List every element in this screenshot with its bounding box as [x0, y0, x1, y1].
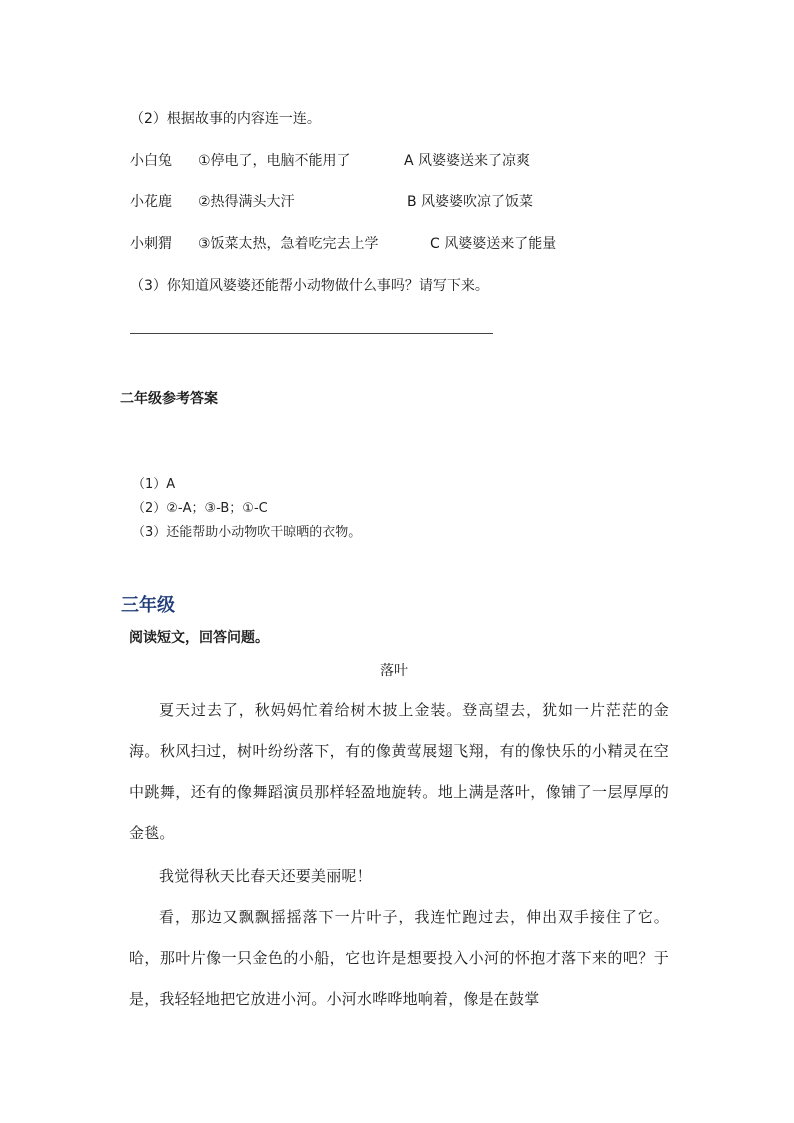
match-animal-1: 小白兔 — [130, 153, 172, 169]
answers-heading: 二年级参考答案 — [120, 391, 218, 407]
question-3: （3）你知道风婆婆还能帮小动物做什么事吗？请写下来。 — [130, 278, 489, 294]
match-result-3: C 风婆婆送来了能量 — [430, 236, 557, 252]
passage-paragraph-3: 看，那边又飘飘摇摇落下一片叶子，我连忙跑过去，伸出双手接住了它。哈，那叶片像一只金色的小船，它也许是想要投入小河的怀抱才落下来的吧？于是，我轻轻地把它放进小河。小河水哗哗地响着，像是在鼓掌 — [129, 908, 669, 1008]
match-animal-2: 小花鹿 — [130, 194, 172, 210]
match-event-1: ①停电了，电脑不能用了 — [198, 153, 351, 169]
passage-paragraph-1: 夏天过去了，秋妈妈忙着给树木披上金装。登高望去，犹如一片茫茫的金海。秋风扫过，树叶纷纷落下，有的像黄莺展翅飞翔，有的像快乐的小精灵在空中跳舞，还有的像舞蹈演员那样轻盈地旋转。地上满是落叶，像铺了一层厚厚的金毯。 — [129, 701, 669, 842]
answer-1: （1）A — [132, 477, 176, 492]
grade3-heading: 三年级 — [121, 595, 175, 616]
match-animal-3: 小刺猬 — [130, 236, 172, 252]
passage-title: 落叶 — [380, 663, 408, 679]
match-event-3: ③饭菜太热，急着吃完去上学 — [198, 236, 379, 252]
question-2: （2）根据故事的内容连一连。 — [130, 111, 321, 127]
answer-3: （3）还能帮助小动物吹干晾晒的衣物。 — [132, 525, 362, 540]
answer-2: （2）②-A；③-B；①-C — [132, 501, 268, 516]
reading-instruction: 阅读短文，回答问题。 — [129, 630, 269, 646]
match-event-2: ②热得满头大汗 — [198, 194, 295, 210]
match-result-2: B 风婆婆吹凉了饭菜 — [407, 194, 534, 210]
passage-paragraph-2: 我觉得秋天比春天还要美丽呢！ — [159, 867, 372, 885]
answer-line — [130, 333, 493, 334]
match-result-1: A 风婆婆送来了凉爽 — [404, 153, 531, 169]
